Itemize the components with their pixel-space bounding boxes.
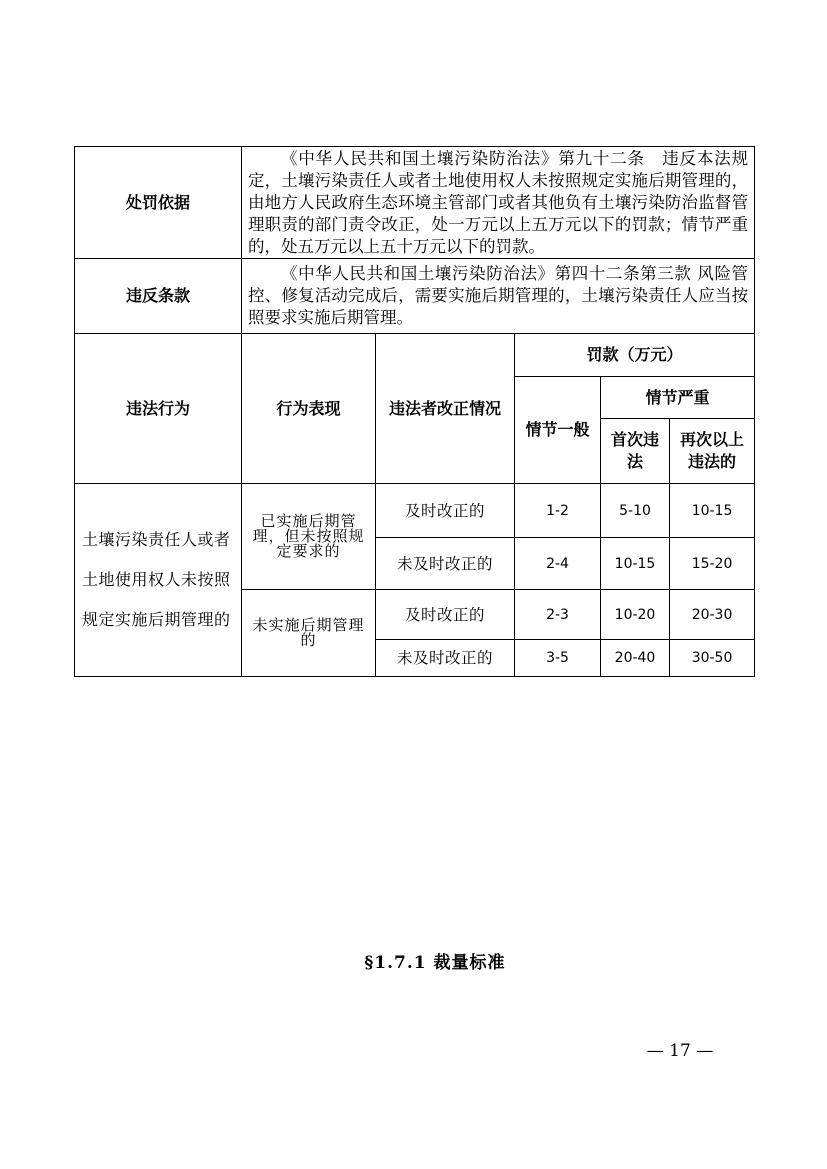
violation-description: 土壤污染责任人或者土地使用权人未按照规定实施后期管理的 xyxy=(75,484,242,677)
fine-general-cell: 1-2 xyxy=(515,484,601,538)
page-number: — 17 — xyxy=(646,1041,714,1061)
violated-clause-row xyxy=(75,259,755,334)
violated-clause-text: 《中华人民共和国土壤污染防治法》第四十二条第三款 风险管控、修复活动完成后，需要实施后期管理的，土壤污染责任人应当按照要求实施后期管理。 xyxy=(242,259,755,334)
behavior-cell: 已实施后期管理，但未按照规定要求的 xyxy=(242,484,376,590)
fine-repeat-cell: 10-15 xyxy=(670,484,755,538)
penalty-basis-label: 处罚依据 xyxy=(75,147,242,259)
header-first: 首次违法 xyxy=(601,419,670,484)
fine-repeat-cell: 15-20 xyxy=(670,538,755,590)
correction-cell: 及时改正的 xyxy=(376,590,515,640)
correction-cell: 未及时改正的 xyxy=(376,538,515,590)
fine-repeat-cell: 20-30 xyxy=(670,590,755,640)
header-correction: 违法者改正情况 xyxy=(376,334,515,484)
correction-cell: 及时改正的 xyxy=(376,484,515,538)
header-row xyxy=(75,334,755,377)
violated-clause-label: 违反条款 xyxy=(75,259,242,334)
header-serious: 情节严重 xyxy=(601,377,755,419)
behavior-cell: 未实施后期管理的 xyxy=(242,590,376,677)
penalty-basis-row xyxy=(75,147,755,259)
header-repeat: 再次以上违法的 xyxy=(670,419,755,484)
fine-general-cell: 2-3 xyxy=(515,590,601,640)
correction-cell: 未及时改正的 xyxy=(376,640,515,677)
fine-first-cell: 5-10 xyxy=(601,484,670,538)
header-act: 违法行为 xyxy=(75,334,242,484)
fine-first-cell: 10-20 xyxy=(601,590,670,640)
fine-first-cell: 10-15 xyxy=(601,538,670,590)
fine-general-cell: 2-4 xyxy=(515,538,601,590)
penalty-basis-text: 《中华人民共和国土壤污染防治法》第九十二条 违反本法规定，土壤污染责任人或者土地使用权人未按照规定实施后期管理的，由地方人民政府生态环境主管部门或者其他负有土壤污染防治监督管理职责的部门责令改正，处一万元以上五万元以下的罚款；情节严重的，处五万元以上五十万元以下的罚款。 xyxy=(242,147,755,259)
section-heading: §1.7.1 裁量标准 xyxy=(364,953,506,973)
header-general: 情节一般 xyxy=(515,377,601,484)
fine-general-cell: 3-5 xyxy=(515,640,601,677)
header-fine: 罚款（万元） xyxy=(515,334,755,377)
header-behavior: 行为表现 xyxy=(242,334,376,484)
penalty-standard-table xyxy=(74,146,755,677)
fine-first-cell: 20-40 xyxy=(601,640,670,677)
table-row xyxy=(75,484,755,538)
fine-repeat-cell: 30-50 xyxy=(670,640,755,677)
